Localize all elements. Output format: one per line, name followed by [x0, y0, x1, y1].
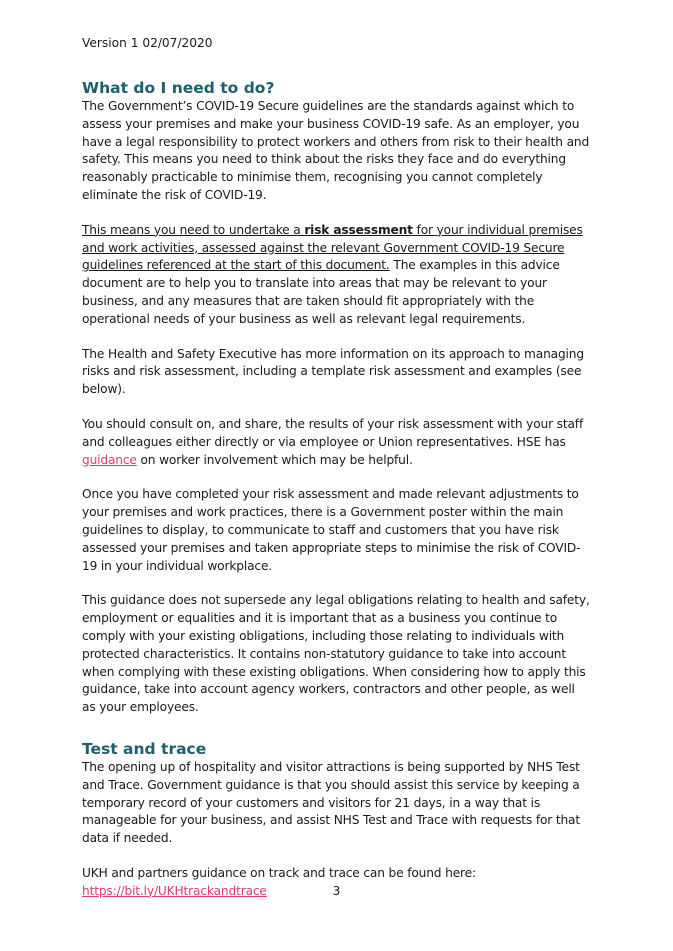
document-page — [82, 36, 590, 900]
version-label: Version 1 02/07/2020 — [82, 36, 213, 50]
paragraph-text: You should consult on, and share, the results of your risk assessment with your staff and colleagues either directly or via employee or Union representatives. HSE has — [82, 416, 584, 449]
page-number: 3 — [332, 884, 341, 898]
section-heading-what-to-do: What do I need to do? — [82, 79, 275, 97]
paragraph-text-continued: on worker involvement which may be helpful. — [136, 452, 413, 467]
underlined-text-continued: for your individual premises and work activities, assessed against the relevant Government COVID-19 Secure guidelines referenced at the start of this document. — [82, 222, 583, 273]
paragraph-covid-secure: The Government’s COVID-19 Secure guidelines are the standards against which to assess your premises and make your business COVID-19 safe. As an employer, you have a legal responsibility to protect workers and others from risk to their health and safety. This means you need to think about the risks they face and do everything reasonably practicable to minimise them, recognising you cannot completely eliminate the risk of COVID-19. — [82, 99, 590, 202]
paragraph-legal-obligations: This guidance does not supersede any legal obligations relating to health and safety, employment or equalities and it is important that as a business you continue to comply with your existing obligations, including those relating to individuals with protected characteristics. It contains non-statutory guidance to take into account when complying with these existing obligations. When considering how to apply this guidance, take into account agency workers, contractors and other people, as well as your employees. — [82, 593, 590, 715]
paragraph-text: The examples in this advice document are to help you to translate into areas that may be relevant to your business, and any measures that are taken should fit appropriately with the operational needs of your business as well as relevant legal requirements. — [82, 258, 560, 326]
paragraph-ukh-guidance: UKH and partners guidance on track and trace can be found here: — [82, 865, 476, 880]
guidance-link[interactable]: guidance — [82, 452, 137, 467]
track-and-trace-link[interactable]: https://bit.ly/UKHtrackandtrace — [82, 883, 267, 898]
paragraph-test-and-trace: The opening up of hospitality and visitor attractions is being supported by NHS Test and Trace. Government guidance is that you should assist this service by keeping a temporary record of your customers and visitors for 21 days, in a way that is manageable for your business, and assist NHS Test and Trace with requests for that data if needed. — [82, 759, 581, 846]
paragraph-risk-assessment — [82, 222, 590, 329]
paragraph-poster: Once you have completed your risk assessment and made relevant adjustments to your premises and work practices, there is a Government poster within the main guidelines to display, to communicate to staff and customers that you have risk assessed your premises and taken appropriate steps to minimise the risk of COVID-19 in your individual workplace. — [82, 487, 581, 573]
paragraph-consult — [82, 416, 590, 469]
underlined-text: This means you need to undertake a — [82, 222, 305, 237]
section-heading-test-and-trace: Test and trace — [82, 739, 207, 758]
paragraph-hse: The Health and Safety Executive has more information on its approach to managing risks and risk assessment, including a template risk assessment and examples (see below). — [82, 346, 584, 397]
risk-assessment-bold: risk assessment — [304, 222, 413, 237]
